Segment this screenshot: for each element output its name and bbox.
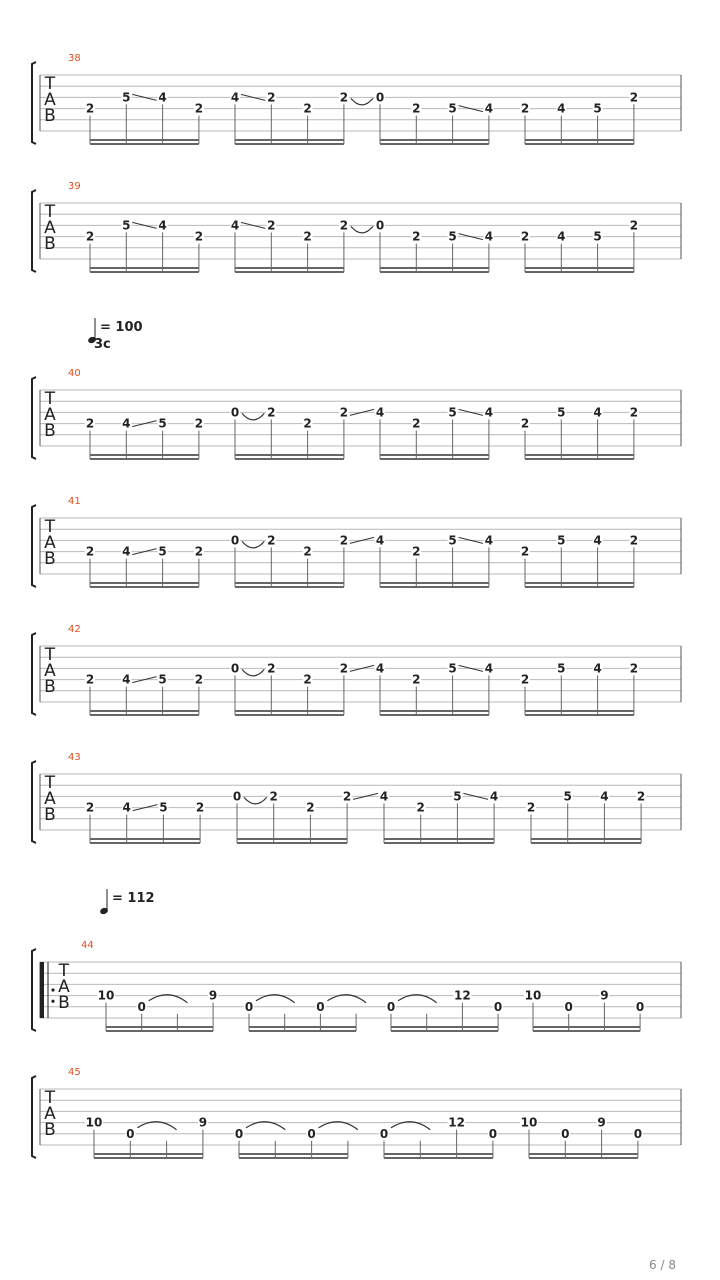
fret-number: 0: [244, 999, 254, 1014]
tab-staff-system: [32, 53, 681, 144]
fret-number: 2: [194, 101, 204, 116]
fret-number: 2: [85, 229, 95, 244]
tempo-marking: [87, 318, 142, 352]
fret-number: 2: [520, 229, 530, 244]
fret-number: 5: [448, 533, 457, 548]
fret-number: 0: [633, 1126, 643, 1141]
measure-number: 40: [68, 368, 81, 379]
fret-number: 2: [412, 101, 421, 116]
tab-clef-letter: T: [44, 389, 56, 409]
tie-arc: [242, 669, 264, 676]
fret-number: 2: [412, 229, 421, 244]
fret-number: 2: [629, 90, 639, 105]
fret-number: 5: [593, 101, 602, 116]
fret-number: 4: [122, 672, 131, 687]
fret-number: 2: [306, 800, 315, 815]
measure-number: 43: [68, 752, 81, 763]
fret-number: 0: [635, 999, 645, 1014]
fret-number: 5: [159, 800, 168, 815]
tab-clef-letter: A: [44, 90, 56, 110]
tab-staff-system: [32, 368, 681, 459]
fret-number: 4: [484, 101, 494, 116]
measure-number: 39: [68, 181, 81, 192]
fret-number: 0: [561, 1126, 570, 1141]
system-bracket: [32, 377, 36, 459]
fret-number: 4: [122, 416, 131, 431]
fret-number: 4: [484, 661, 494, 676]
fret-number: 4: [557, 229, 566, 244]
fret-number: 4: [158, 90, 167, 105]
fret-number: 5: [158, 544, 167, 559]
fret-number: 4: [489, 789, 499, 804]
tie-arc: [351, 98, 373, 105]
fret-number: 9: [198, 1115, 208, 1130]
fret-number: 0: [230, 661, 240, 676]
fret-number: 0: [379, 1126, 389, 1141]
system-bracket: [32, 505, 36, 587]
fret-number: 0: [488, 1126, 498, 1141]
fret-number: 2: [339, 90, 349, 105]
fret-number: 2: [85, 416, 95, 431]
tie-arc: [351, 226, 373, 233]
tab-staff-system: [32, 624, 681, 715]
measure-number: 41: [68, 496, 81, 507]
fret-number: 5: [557, 405, 566, 420]
fret-number: 0: [137, 999, 146, 1014]
page-number: 6 / 8: [649, 1258, 676, 1272]
fret-number: 5: [448, 229, 457, 244]
fret-number: 4: [557, 101, 566, 116]
fret-number: 2: [85, 672, 95, 687]
fret-number: 0: [316, 999, 325, 1014]
fret-number: 2: [412, 416, 421, 431]
fret-number: 10: [85, 1115, 103, 1130]
fret-number: 2: [412, 544, 421, 559]
fret-number: 0: [375, 90, 385, 105]
fret-number: 5: [557, 661, 566, 676]
tab-clef-letter: T: [44, 645, 56, 665]
fret-number: 0: [232, 789, 242, 804]
tab-clef-letter: B: [44, 234, 56, 254]
fret-number: 10: [524, 988, 542, 1003]
fret-number: 0: [234, 1126, 244, 1141]
fret-number: 2: [526, 800, 536, 815]
fret-number: 4: [122, 544, 131, 559]
measure-number: 44: [81, 940, 94, 951]
tab-clef-letter: A: [44, 661, 56, 681]
fret-number: 2: [85, 544, 95, 559]
fret-number: 5: [448, 661, 457, 676]
tab-staff-system: [32, 1067, 681, 1158]
tie-arc: [242, 413, 264, 420]
fret-number: 5: [563, 789, 572, 804]
fret-number: 12: [454, 988, 471, 1003]
fret-number: 2: [269, 789, 278, 804]
fret-number: 0: [564, 999, 573, 1014]
tab-clef-letter: T: [44, 202, 56, 222]
fret-number: 4: [375, 405, 385, 420]
tab-clef-letter: T: [44, 773, 56, 793]
fret-number: 2: [636, 789, 646, 804]
fret-number: 4: [484, 405, 494, 420]
tab-clef-letter: B: [44, 677, 56, 697]
tab-clef-letter: A: [44, 1104, 56, 1124]
fret-number: 2: [303, 672, 312, 687]
fret-number: 0: [230, 405, 240, 420]
fret-number: 2: [412, 672, 421, 687]
fret-number: 2: [416, 800, 425, 815]
fret-number: 2: [520, 672, 530, 687]
tempo-marking: [99, 889, 154, 915]
tab-clef-letter: T: [58, 961, 70, 981]
fret-number: 0: [307, 1126, 316, 1141]
tempo-value: = 112: [112, 891, 155, 906]
fret-number: 4: [375, 533, 385, 548]
measure-number: 45: [68, 1067, 81, 1078]
fret-number: 2: [339, 661, 349, 676]
repeat-thick-bar: [40, 962, 44, 1018]
system-bracket: [32, 190, 36, 272]
fret-number: 2: [342, 789, 352, 804]
system-bracket: [32, 633, 36, 715]
fret-number: 2: [629, 405, 639, 420]
tab-clef-letter: A: [44, 218, 56, 238]
fret-number: 4: [375, 661, 385, 676]
tab-clef-letter: B: [44, 421, 56, 441]
fret-number: 4: [484, 533, 494, 548]
tab-clef-letter: B: [44, 1120, 56, 1140]
fret-number: 2: [303, 416, 312, 431]
fret-number: 4: [593, 661, 602, 676]
tab-clef-letter: A: [58, 977, 70, 997]
fret-number: 4: [230, 90, 240, 105]
fret-number: 2: [629, 218, 639, 233]
fret-number: 12: [448, 1115, 465, 1130]
fret-number: 5: [557, 533, 566, 548]
fret-number: 2: [194, 229, 204, 244]
fret-number: 2: [267, 661, 276, 676]
tab-clef-letter: B: [44, 549, 56, 569]
fret-number: 2: [85, 101, 95, 116]
tie-arc: [244, 797, 267, 804]
system-bracket: [32, 62, 36, 144]
tab-clef-letter: T: [44, 517, 56, 537]
fret-number: 2: [520, 416, 530, 431]
fret-number: 5: [593, 229, 602, 244]
fret-number: 2: [339, 218, 349, 233]
fret-number: 0: [386, 999, 396, 1014]
fret-number: 5: [158, 416, 167, 431]
fret-number: 0: [126, 1126, 135, 1141]
fret-number: 5: [448, 101, 457, 116]
fret-number: 2: [629, 661, 639, 676]
tab-clef-letter: B: [58, 993, 70, 1013]
fret-number: 0: [375, 218, 385, 233]
fret-number: 0: [230, 533, 240, 548]
fret-number: 4: [122, 800, 131, 815]
tempo-symbol: 3c: [94, 337, 111, 352]
fret-number: 4: [484, 229, 494, 244]
tab-clef-letter: T: [44, 74, 56, 94]
tab-clef-letter: A: [44, 533, 56, 553]
repeat-dot: [51, 1000, 54, 1003]
fret-number: 2: [85, 800, 95, 815]
system-bracket: [32, 1076, 36, 1158]
tab-staff-system: [32, 940, 681, 1031]
fret-number: 2: [267, 218, 276, 233]
fret-number: 2: [303, 101, 312, 116]
fret-number: 2: [339, 533, 349, 548]
fret-number: 0: [493, 999, 503, 1014]
repeat-dot: [51, 988, 54, 991]
tab-staff-system: [32, 181, 681, 272]
measure-number: 38: [68, 53, 81, 64]
fret-number: 2: [194, 416, 204, 431]
tab-clef-letter: T: [44, 1088, 56, 1108]
tie-arc: [242, 541, 264, 548]
fret-number: 5: [448, 405, 457, 420]
tab-staff-system: [32, 496, 681, 587]
fret-number: 2: [303, 229, 312, 244]
fret-number: 4: [158, 218, 167, 233]
fret-number: 2: [520, 101, 530, 116]
fret-number: 4: [379, 789, 389, 804]
measure-number: 42: [68, 624, 81, 635]
tab-clef-letter: A: [44, 405, 56, 425]
fret-number: 9: [208, 988, 218, 1003]
fret-number: 2: [194, 544, 204, 559]
fret-number: 5: [453, 789, 462, 804]
fret-number: 2: [267, 533, 276, 548]
fret-number: 2: [267, 405, 276, 420]
fret-number: 10: [97, 988, 115, 1003]
fret-number: 4: [600, 789, 609, 804]
fret-number: 2: [194, 672, 204, 687]
fret-number: 2: [629, 533, 639, 548]
tab-clef-letter: B: [44, 106, 56, 126]
fret-number: 4: [593, 405, 602, 420]
fret-number: 9: [597, 1115, 606, 1130]
fret-number: 2: [267, 90, 276, 105]
fret-number: 4: [230, 218, 240, 233]
system-bracket: [32, 949, 36, 1031]
fret-number: 5: [158, 672, 167, 687]
fret-number: 10: [520, 1115, 538, 1130]
system-bracket: [32, 761, 36, 843]
fret-number: 2: [520, 544, 530, 559]
fret-number: 2: [303, 544, 312, 559]
tempo-value: = 100: [100, 320, 143, 335]
fret-number: 5: [122, 90, 131, 105]
tab-clef-letter: A: [44, 789, 56, 809]
fret-number: 4: [593, 533, 602, 548]
fret-number: 2: [195, 800, 205, 815]
fret-number: 2: [339, 405, 349, 420]
fret-number: 9: [600, 988, 609, 1003]
tab-staff-system: [32, 752, 681, 843]
fret-number: 5: [122, 218, 131, 233]
tab-clef-letter: B: [44, 805, 56, 825]
